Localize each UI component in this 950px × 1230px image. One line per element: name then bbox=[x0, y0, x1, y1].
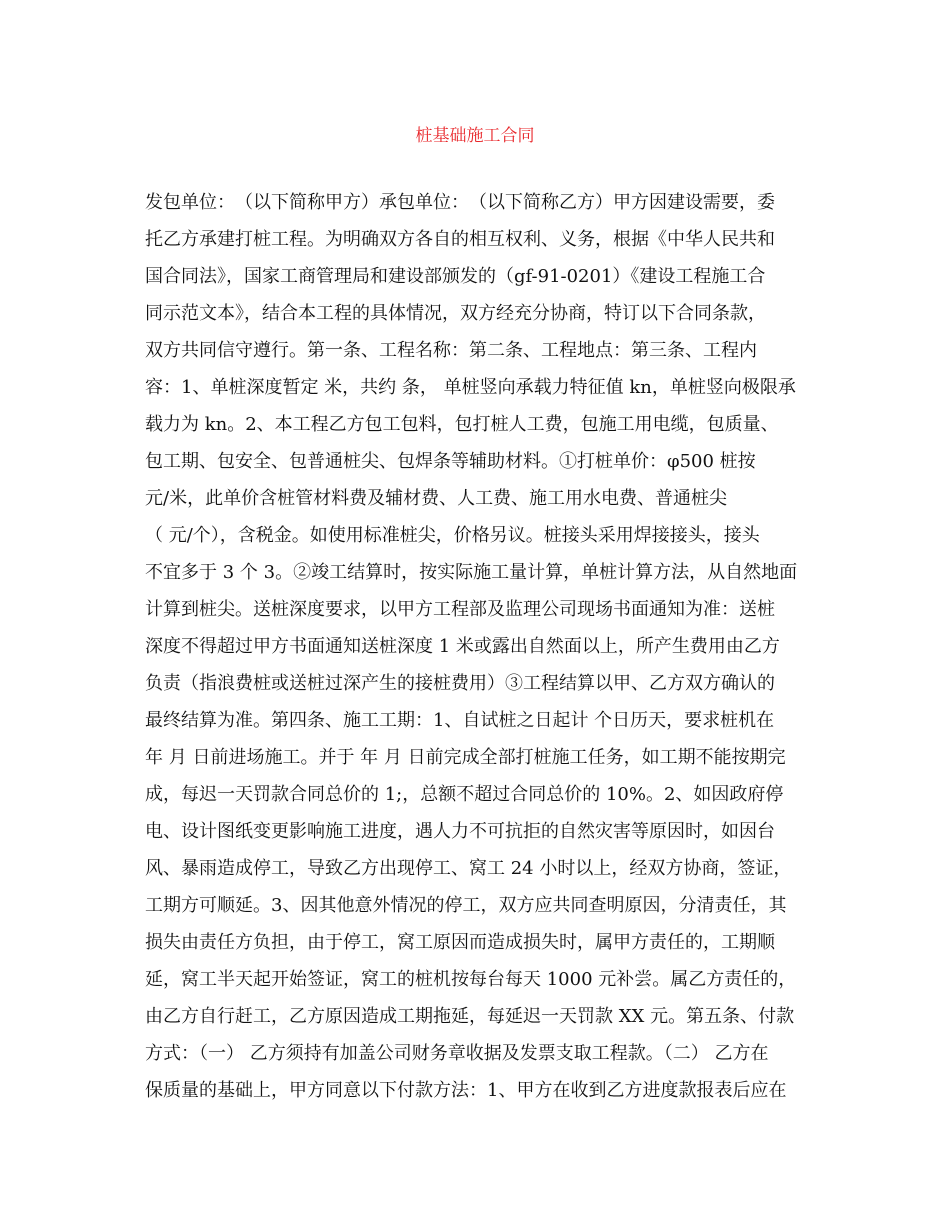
body-line: 损失由责任方负担，由于停工，窝工原因而造成损失时，属甲方责任的，工期顺 bbox=[145, 932, 775, 953]
body-line: 保质量的基础上，甲方同意以下付款方法：1、甲方在收到乙方进度款报表后应在 bbox=[145, 1080, 787, 1101]
body-line: 计算到桩尖。送桩深度要求，以甲方工程部及监理公司现场书面通知为准：送桩 bbox=[145, 599, 775, 620]
document-title: 桩基础施工合同 bbox=[415, 126, 535, 146]
body-line: 包工期、包安全、包普通桩尖、包焊条等辅助材料。①打桩单价：φ500 桩按 bbox=[145, 451, 756, 472]
body-line: 最终结算为准。第四条、施工工期：1、自试桩之日起计 个日历天，要求桩机在 bbox=[145, 710, 775, 731]
body-line: 国合同法》，国家工商管理局和建设部颁发的（gf-91-0201）《建设工程施工合 bbox=[145, 266, 766, 287]
body-line: 负责（指浪费桩或送桩过深产生的接桩费用）③工程结算以甲、乙方双方确认的 bbox=[145, 673, 775, 694]
body-line: 同示范文本》，结合本工程的具体情况，双方经充分协商，特订以下合同条款， bbox=[145, 303, 766, 324]
body-line: 托乙方承建打桩工程。为明确双方各自的相互权利、义务，根据《中华人民共和 bbox=[145, 229, 775, 250]
body-line: 成，每迟一天罚款合同总价的 1;，总额不超过合同总价的 10%。2、如因政府停 bbox=[145, 784, 784, 805]
body-line: 双方共同信守遵行。第一条、工程名称：第二条、工程地点：第三条、工程内 bbox=[145, 340, 757, 361]
body-line: 不宜多于 3 个 3。②竣工结算时，按实际施工量计算，单桩计算方法，从自然地面 bbox=[145, 562, 798, 583]
document-body bbox=[145, 184, 815, 1109]
body-line: 载力为 kn。2、本工程乙方包工包料，包打桩人工费，包施工用电缆，包质量、 bbox=[145, 414, 779, 435]
body-line: 容：1、单桩深度暂定 米，共约 条， 单桩竖向承载力特征值 kn，单桩竖向极限承 bbox=[145, 377, 796, 398]
body-line: （ 元/个），含税金。如使用标准桩尖，价格另议。桩接头采用焊接接头，接头 bbox=[145, 525, 760, 546]
body-line: 工期方可顺延。3、因其他意外情况的停工，双方应共同查明原因，分清责任，其 bbox=[145, 895, 787, 916]
body-line: 元/米，此单价含桩管材料费及辅材费、人工费、施工用水电费、普通桩尖 bbox=[145, 488, 728, 509]
body-line: 发包单位： （以下简称甲方）承包单位： （以下简称乙方）甲方因建设需要，委 bbox=[145, 192, 775, 213]
body-line: 电、设计图纸变更影响施工进度，遇人力不可抗拒的自然灾害等原因时，如因台 bbox=[145, 821, 775, 842]
body-line: 延，窝工半天起开始签证，窝工的桩机按每台每天 1000 元补尝。属乙方责任的， bbox=[145, 969, 797, 990]
body-line: 风、暴雨造成停工，导致乙方出现停工、窝工 24 小时以上，经双方协商，签证， bbox=[145, 858, 792, 879]
body-line: 年 月 日前进场施工。并于 年 月 日前完成全部打桩施工任务，如工期不能按期完 bbox=[145, 747, 786, 768]
body-line: 方式：（一） 乙方须持有加盖公司财务章收据及发票支取工程款。（二） 乙方在 bbox=[145, 1043, 769, 1064]
body-line: 由乙方自行赶工，乙方原因造成工期拖延，每延迟一天罚款 XX 元。第五条、付款 bbox=[145, 1006, 795, 1027]
body-line: 深度不得超过甲方书面通知送桩深度 1 米或露出自然面以上，所产生费用由乙方 bbox=[145, 636, 780, 657]
